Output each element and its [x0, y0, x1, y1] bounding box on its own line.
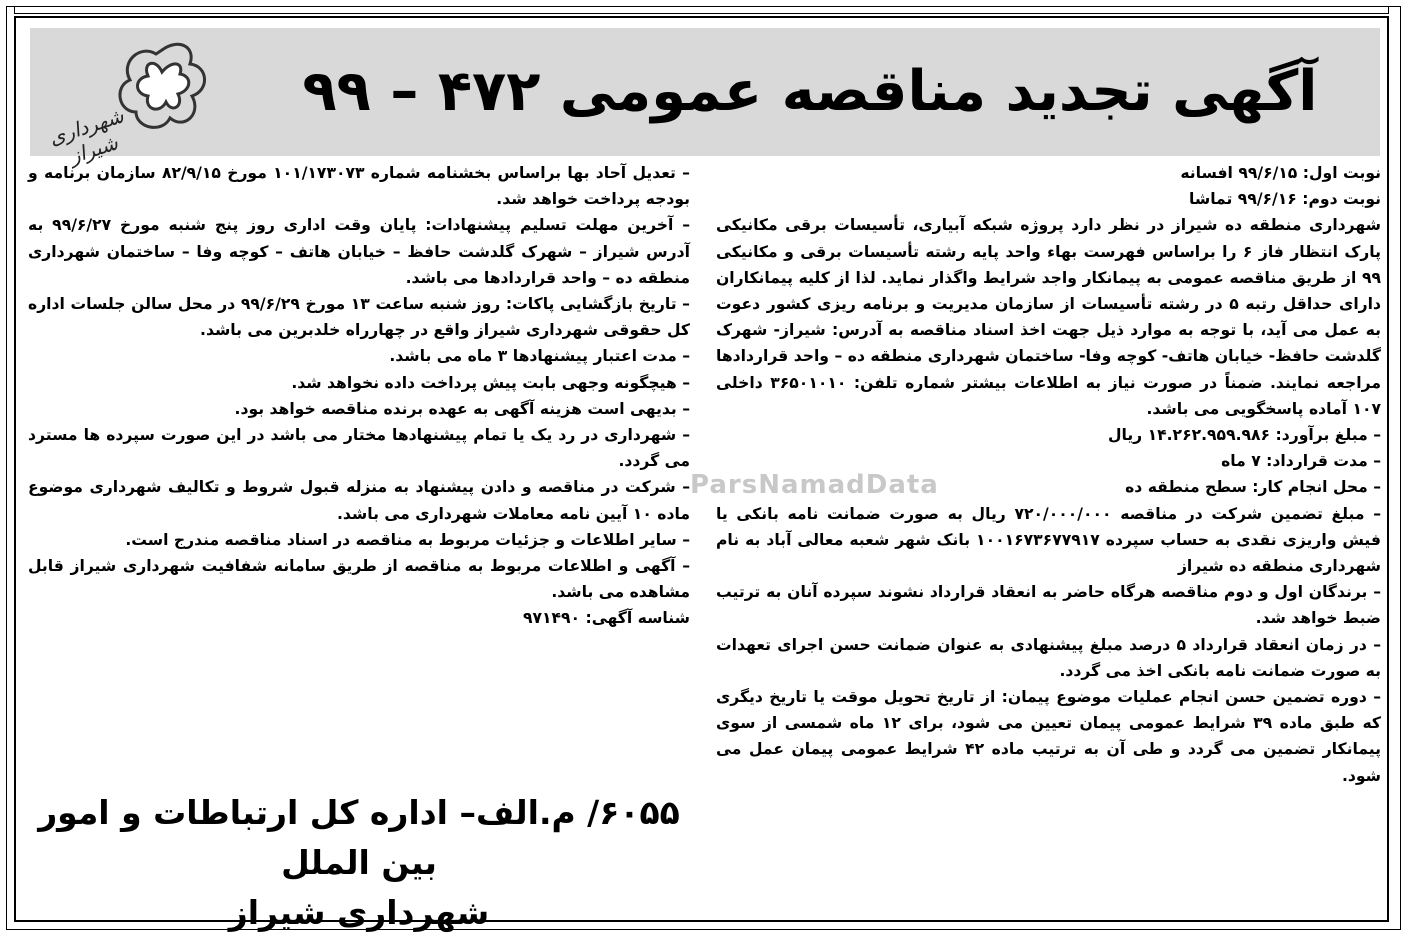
right-column — [716, 160, 1381, 789]
paragraph: – آگهی و اطلاعات مربوط به مناقصه از طریق سامانه شفافیت شهرداری شیراز قابل مشاهده می باشد. — [28, 557, 690, 602]
paragraph: – تاریخ بازگشایی پاکات: روز شنبه ساعت ۱۳ مورخ ۹۹/۶/۲۹ در محل سالن جلسات اداره کل حقوقی شهرداری شیراز واقع در چهارراه خلدبرین می باشد. — [28, 295, 690, 340]
left-column — [28, 160, 690, 632]
paragraph: – بدیهی است هزینه آگهی به عهده برنده مناقصه خواهد بود. — [234, 399, 690, 418]
header-band — [30, 28, 1380, 169]
paragraph: – محل انجام کار: سطح منطقه ده — [1125, 478, 1381, 497]
ad-id: شناسه آگهی: ۹۷۱۴۹۰ — [522, 609, 690, 628]
paragraph: نوبت اول: ۹۹/۶/۱۵ افسانه — [1180, 164, 1381, 182]
paragraph: – مبلغ برآورد: ۱۴.۲۶۲.۹۵۹.۹۸۶ ریال — [1107, 426, 1381, 445]
paragraph: – برندگان اول و دوم مناقصه هرگاه حاضر به انعقاد قرارداد نشوند سپرده آنان به ترتیب ضبط خواهد شد. — [716, 583, 1381, 628]
watermark: ParsNamadData — [690, 470, 939, 500]
logo-script: شهرداری شیراز — [46, 103, 127, 169]
top-rule — [14, 6, 1389, 14]
paragraph: – هیچگونه وجهی بابت پیش پرداخت داده نخواهد شد. — [291, 373, 690, 392]
paragraph: – مدت قرارداد: ۷ ماه — [1221, 452, 1381, 471]
signature-line-1: ۶۰۵۵/ م.الف– اداره کل ارتباطات و امور بین الملل — [38, 793, 680, 882]
paragraph: – آخرین مهلت تسلیم پیشنهادات: پایان وقت اداری روز پنج شنبه مورخ ۹۹/۶/۲۷ به آدرس شیراز – شهرک گلدشت حافظ – خیابان هاتف – کوچه وفا – ساختمان شهرداری منطقه ده – واحد قراردادها می باشد. — [28, 216, 691, 287]
paragraph: – مبلغ تضمین شرکت در مناقصه ۷۲۰/۰۰۰/۰۰۰ ریال به صورت ضمانت نامه بانکی یا فیش واریزی نقدی به حساب سپرده ۱۰۰۱۶۷۳۶۷۷۹۱۷ بانک شهر شعبه معالی آباد به نام شهرداری منطقه ده شیراز — [716, 504, 1381, 576]
paragraph: – شهرداری در رد یک یا تمام پیشنهادها مختار می باشد در این صورت سپرده ها مسترد می گردد. — [28, 426, 690, 471]
signature-block — [28, 788, 690, 938]
paragraph: شهرداری منطقه ده شیراز در نظر دارد پروژه شبکه آبیاری، تأسیسات برقی مکانیکی پارک انتظار فاز ۶ را براساس فهرست بهاء واحد پایه رشته تأسیسات برقی و مکانیکی ۹۹ از طریق مناقصه عمومی به پیمانکار واجد شرایط واگذار نماید. لذا از کلیه پیمانکاران دارای حداقل رتبه ۵ در رشته تأسیسات از سازمان مدیریت و برنامه ریزی کشور دعوت به عمل می آید، با توجه به موارد ذیل جهت اخذ اسناد مناقصه به آدرس: شیراز- شهرک گلدشت حافظ- خیابان هاتف- کوچه وفا- ساختمان شهرداری منطقه ده – واحد قراردادها مراجعه نمایند. ضمناً در صورت نیاز به اطلاعات بیشتر شماره تلفن: ۳۶۵۰۱۰۱۰ داخلی ۱۰۷ آماده پاسخگویی می باشد. — [716, 216, 1381, 418]
paragraph: – شرکت در مناقصه و دادن پیشنهاد به منزله قبول شروط و تکالیف شهرداری موضوع ماده ۱۰ آیین نامه معاملات شهرداری می باشد. — [28, 478, 690, 523]
paragraph: – سایر اطلاعات و جزئیات مربوط به مناقصه در اسناد مناقصه مندرج است. — [125, 530, 690, 549]
paragraph: – در زمان انعقاد قرارداد ۵ درصد مبلغ پیشنهادی به عنوان ضمانت حسن اجرای تعهدات به صورت ضمانت نامه بانکی اخذ می گردد. — [716, 635, 1381, 680]
paragraph: – مدت اعتبار پیشنهادها ۳ ماه می باشد. — [389, 347, 690, 366]
municipality-logo — [30, 28, 238, 169]
paragraph: – دوره تضمین حسن انجام عملیات موضوع پیمان: از تاریخ تحویل موقت یا تاریخ دیگری که طبق ماده ۳۹ شرایط عمومی پیمان تعیین می شود، برای ۱۲ ماه شمسی از سوی پیمانکار تضمین می گردد و طی آن به ترتیب ماده ۴۲ شرایط عمومی پیمان عمل می شود. — [716, 688, 1381, 785]
signature-line-2: شهرداری شیراز — [228, 893, 490, 932]
paragraph: نوبت دوم: ۹۹/۶/۱۶ تماشا — [1189, 190, 1381, 209]
ad-title: آگهی تجدید مناقصه عمومی ۴۷۲ – ۹۹ — [302, 59, 1318, 124]
paragraph: – تعدیل آحاد بها براساس بخشنامه شماره ۱۰۱/۱۷۳۰۷۳ مورخ ۸۲/۹/۱۵ سازمان برنامه و بودجه پرداخت خواهد شد. — [28, 164, 690, 209]
